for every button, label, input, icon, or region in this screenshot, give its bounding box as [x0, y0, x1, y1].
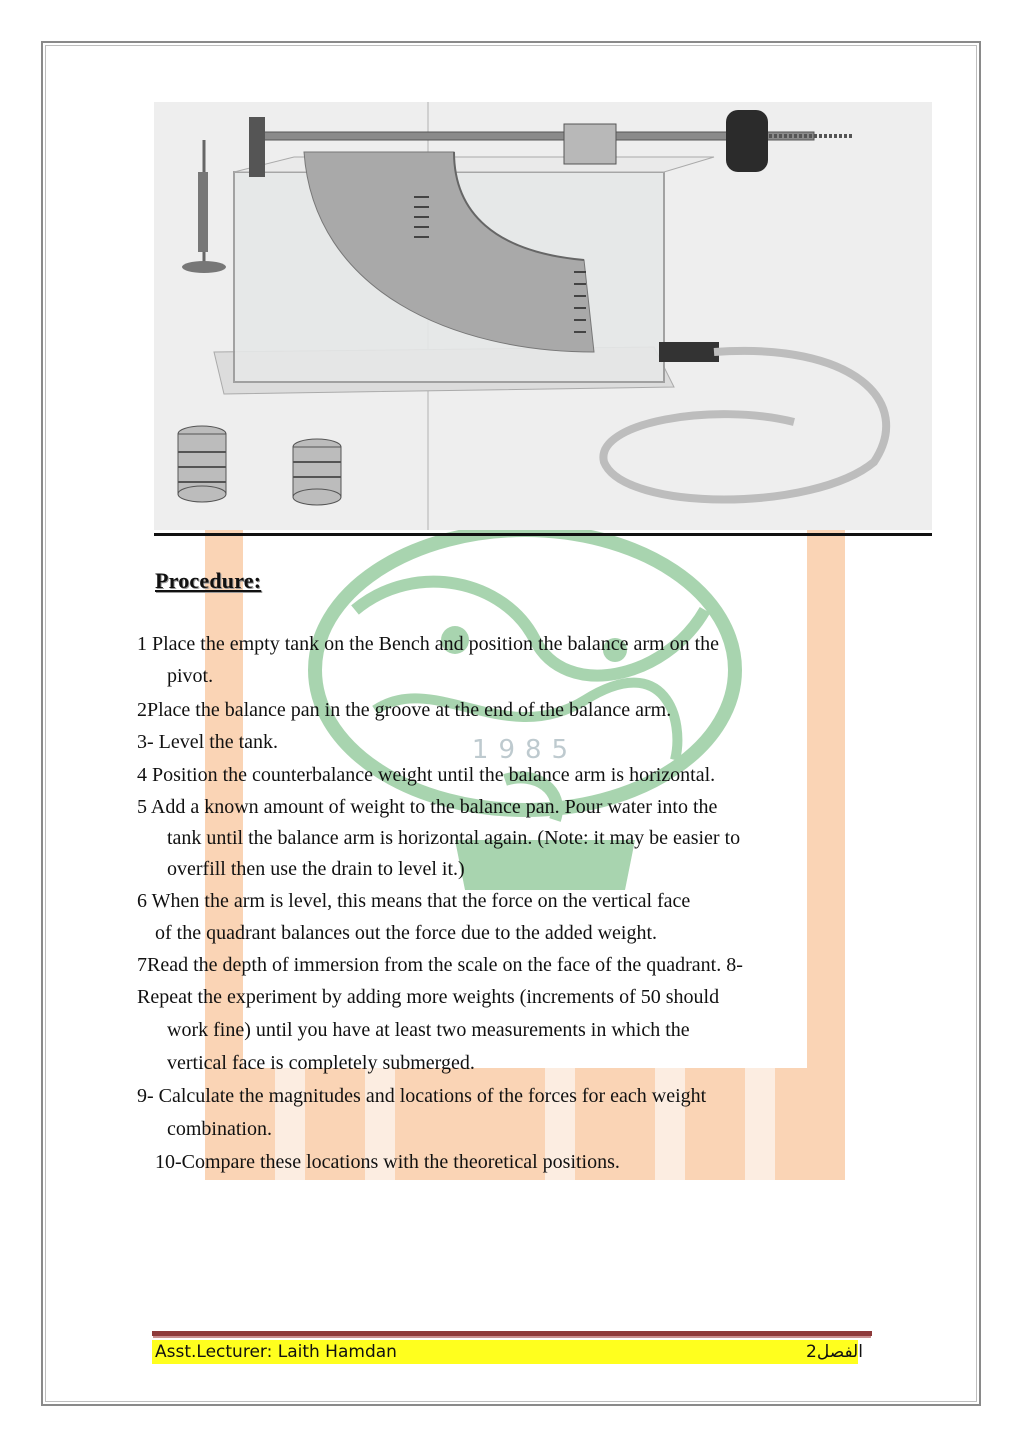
- footer-author: Asst.Lecturer: Laith Hamdan: [155, 1342, 397, 1362]
- footer-rule: [152, 1331, 872, 1336]
- photo-underline: [154, 533, 932, 536]
- step-8-line-2: work fine) until you have at least two measurements in which the: [167, 1019, 690, 1041]
- step-8-line-3: vertical face is completely submerged.: [167, 1052, 475, 1074]
- step-9-line-2: combination.: [167, 1118, 272, 1140]
- footer-chapter: الفصل2: [806, 1342, 863, 1362]
- step-4: 4 Position the counterbalance weight until the balance arm is horizontal.: [137, 764, 716, 786]
- step-5-line-1: 5 Add a known amount of weight to the balance pan. Pour water into the: [137, 796, 718, 818]
- step-2: 2Place the balance pan in the groove at the end of the balance arm.: [137, 699, 672, 721]
- step-6-line-1: 6 When the arm is level, this means that the force on the vertical face: [137, 890, 691, 912]
- step-10: 10-Compare these locations with the theoretical positions.: [155, 1151, 620, 1173]
- procedure-heading: Procedure:: [155, 568, 262, 593]
- step-8-line-1: Repeat the experiment by adding more weights (increments of 50 should: [137, 986, 720, 1008]
- step-7: 7Read the depth of immersion from the scale on the face of the quadrant. 8-: [137, 954, 743, 976]
- step-9-line-1: 9- Calculate the magnitudes and locations of the forces for each weight: [137, 1085, 707, 1107]
- step-3: 3- Level the tank.: [137, 731, 279, 753]
- step-5-line-2: tank until the balance arm is horizontal again. (Note: it may be easier to: [167, 827, 741, 849]
- apparatus-photo: [154, 102, 932, 530]
- step-1-line-1: 1 Place the empty tank on the Bench and position the balance arm on the: [137, 633, 720, 655]
- watermark-year: 1985: [471, 735, 579, 765]
- step-1-line-2: pivot.: [167, 665, 214, 687]
- step-5-line-3: overfill then use the drain to level it.): [167, 858, 465, 880]
- step-6-line-2: of the quadrant balances out the force due to the added weight.: [155, 922, 658, 944]
